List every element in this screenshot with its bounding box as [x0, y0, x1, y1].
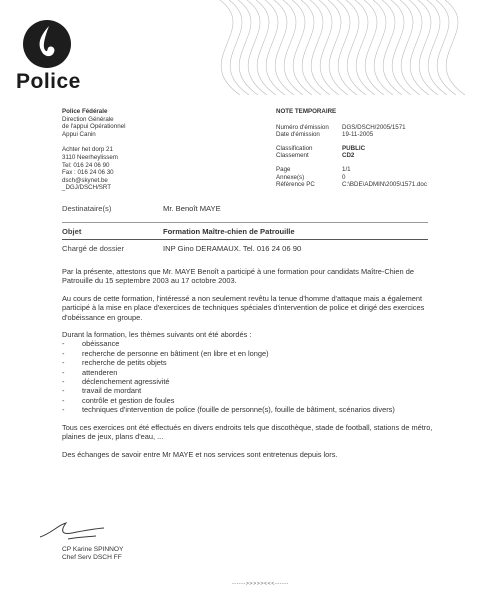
charge-value: INP Gino DERAMAUX. Tel. 016 24 06 90 [163, 244, 302, 253]
theme-item-text: obéissance [82, 339, 120, 349]
note-row [276, 166, 476, 174]
note-row [276, 152, 476, 160]
note-row [276, 131, 476, 139]
note-title: NOTE TEMPORAIRE [276, 108, 337, 115]
theme-item-text: contrôle et gestion de foules [82, 395, 175, 405]
wave-line [373, 0, 393, 95]
divider [62, 239, 428, 240]
wave-line [328, 0, 348, 95]
sender-line: Appui Canin [62, 130, 96, 138]
signatory-title: Chef Serv DSCH FF [62, 554, 122, 562]
note-row-value: 1/1 [342, 165, 351, 173]
theme-item: - contrôle et gestion de foules [62, 395, 175, 405]
body-paragraph: Par la présente, attestons que Mr. MAYE Benoît a participé à une formation pour candidats Maître-Chien de Patrouille du 15 septembre 2003 au 17 octobre 2003. [62, 267, 414, 286]
body-paragraph: Au cours de cette formation, l'intéressé a non seulement revêtu la tenue d'homme d'attaque mais a également participé à la mise en place d'exercices de techniques spéciales d'intervention de police et dirigé des exercices d'obéissance en groupe. [62, 293, 425, 322]
letter-body [62, 267, 434, 459]
theme-item-text: attenderen [82, 367, 118, 377]
decorative-waves [200, 0, 495, 95]
note-row [276, 181, 476, 189]
sender-block [62, 108, 182, 192]
wave-line [382, 0, 402, 95]
destinataire-label: Destinataire(s) [62, 204, 112, 213]
note-row-value: 0 [342, 173, 346, 181]
note-rows [276, 124, 476, 189]
theme-item: - obéissance [62, 339, 120, 349]
theme-item-text: recherche de personne en bâtiment (en libre et en longe) [82, 348, 269, 358]
note-row-value: PUBLIC [342, 144, 366, 152]
theme-item-text: déclenchement agressivité [82, 377, 170, 387]
objet-label: Objet [62, 227, 82, 236]
theme-item: - recherche de personne en bâtiment (en libre et en longe) [62, 348, 269, 358]
wave-line [391, 0, 411, 95]
objet-value: Formation Maître-chien de Patrouille [163, 227, 295, 236]
sender-address-line: _DGJ/DSCH/SRT [62, 184, 112, 192]
note-row-value: 19-11-2005 [342, 131, 374, 139]
theme-item-text: techniques d'intervention de police (fouille de personne(s), fouille de bâtiment, scénarios divers) [82, 405, 395, 415]
note-row-key: Annexe(s) [276, 173, 305, 181]
note-row-key: Page [276, 165, 291, 173]
sender-address-line: 3110 Neerheylissem [62, 153, 118, 161]
divider [62, 222, 428, 223]
theme-item: - déclenchement agressivité [62, 377, 170, 387]
body-paragraph: Tous ces exercices ont été effectués en divers endroits tels que discothèque, stade de football, stations de métro, plaines de jeux, plans d'eau, ... [62, 422, 433, 442]
note-row-value: DGS/DSCH/2005/1571 [342, 123, 406, 131]
wave-line [229, 0, 249, 95]
police-flame-icon [22, 18, 72, 70]
sender-email[interactable]: dsch@skynet.be [62, 176, 108, 184]
wave-line [355, 0, 375, 95]
sender-line: Direction Générale [62, 115, 114, 123]
wave-line [256, 0, 276, 95]
wave-line [238, 0, 258, 95]
themes-list [62, 339, 434, 414]
note-row-value: C:\BDE\ADMIN\2005\1571.doc [342, 181, 427, 189]
note-row-value: CD2 [342, 152, 355, 160]
note-row [276, 174, 476, 182]
wave-line [427, 0, 447, 95]
wave-line [364, 0, 384, 95]
wave-line [409, 0, 429, 95]
note-row [276, 145, 476, 153]
note-block [276, 108, 476, 189]
wave-line [436, 0, 456, 95]
wave-line [247, 0, 267, 95]
charge-label: Chargé de dossier [62, 244, 125, 253]
note-row-key: Référence PC [276, 181, 315, 189]
note-row [276, 124, 476, 132]
wave-line [283, 0, 303, 95]
note-row-key: Date d'émission [276, 131, 320, 139]
wave-line [310, 0, 330, 95]
end-marker: ------>>>>><<<------ [232, 581, 289, 587]
police-logo [22, 18, 72, 70]
note-row-key: Numéro d'émission [276, 123, 329, 131]
sender-line: Police Fédérale [62, 108, 108, 115]
theme-item-text: travail de mordant [82, 386, 142, 396]
wave-line [319, 0, 339, 95]
note-row-key: Classification [276, 144, 313, 152]
wave-line [220, 0, 240, 95]
wave-line [292, 0, 312, 95]
signatory-block [62, 546, 123, 562]
body-paragraph: Des échanges de savoir entre Mr MAYE et nos services sont entretenus depuis lors. [62, 449, 338, 459]
theme-item: - recherche de petits objets [62, 358, 167, 368]
wave-line [400, 0, 420, 95]
wave-line [445, 0, 465, 95]
theme-item: - travail de mordant [62, 386, 142, 396]
sender-address-line: Fax : 016 24 06 30 [62, 169, 114, 177]
wave-line [301, 0, 321, 95]
wave-line [418, 0, 438, 95]
handwritten-signature [38, 515, 128, 549]
wave-line [337, 0, 357, 95]
theme-item-text: recherche de petits objets [82, 358, 167, 368]
wave-line [274, 0, 294, 95]
destinataire-value: Mr. Benoît MAYE [163, 204, 221, 213]
brand-name: Police [16, 70, 81, 93]
body-paragraph: Durant la formation, les thèmes suivants ont été abordés : [62, 330, 252, 340]
theme-item: - techniques d'intervention de police (fouille de personne(s), fouille de bâtiment, scénarios divers) [62, 405, 395, 415]
sender-address-line: Tel: 016 24 06 90 [62, 161, 110, 169]
sender-address-line: Achter het dorp 21 [62, 146, 113, 154]
sender-line: de l'appui Opérationnel [62, 123, 126, 131]
signatory-name: CP Karine SPINNOY [62, 546, 124, 553]
note-row-key: Classement [276, 152, 309, 160]
wave-line [346, 0, 366, 95]
theme-item: - attenderen [62, 367, 118, 377]
wave-line [265, 0, 285, 95]
